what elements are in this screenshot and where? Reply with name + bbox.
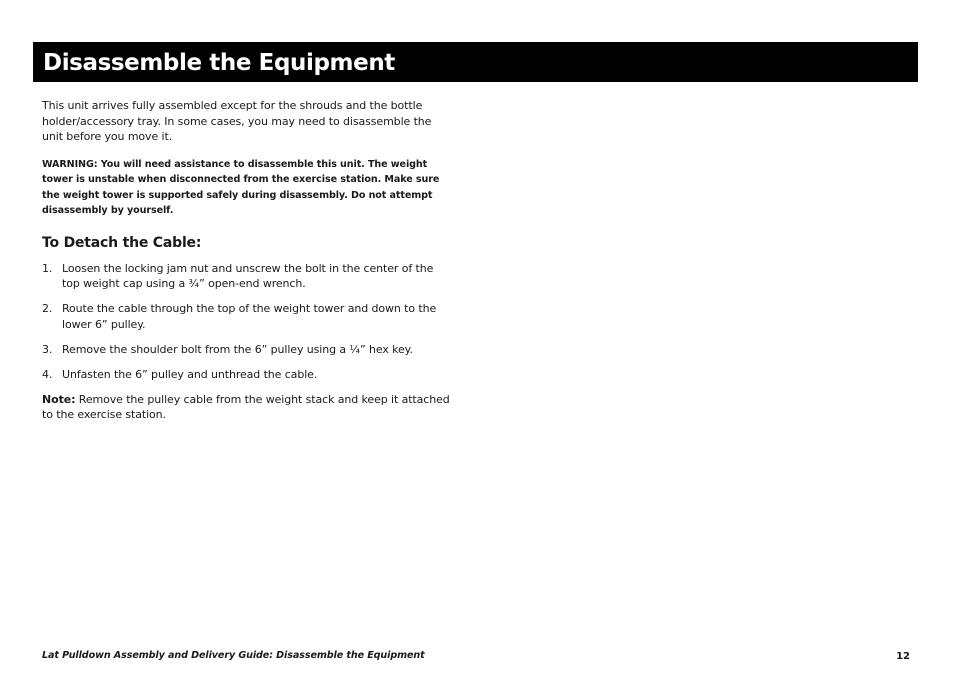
step-text: Unfasten the 6” pulley and unthread the cable. — [62, 367, 318, 381]
page-number: 12 — [896, 651, 910, 662]
step-2 — [42, 301, 450, 332]
warning-paragraph: WARNING: You will need assistance to disassemble this unit. The weight tower is unstable when disconnected from the exercise station. Make sure the weight tower is supported safely during disassembly. Do not attempt disassembly by yourself. — [42, 158, 440, 216]
title-bar — [33, 42, 918, 82]
step-number: 3. — [42, 342, 53, 356]
step-number: 2. — [42, 302, 53, 315]
note-paragraph — [42, 392, 450, 423]
step-text: Route the cable through the top of the weight tower and down to the lower 6” pulley. — [62, 302, 437, 331]
intro-paragraph: This unit arrives fully assembled except for the shrouds and the bottle holder/accessory tray. In some cases, you may need to disassemble the unit before you move it. — [42, 99, 432, 143]
step-number: 1. — [42, 261, 53, 275]
step-number: 4. — [42, 367, 53, 381]
footer-text: Lat Pulldown Assembly and Delivery Guide: Disassemble the Equipment — [42, 650, 425, 661]
step-text: Loosen the locking jam nut and unscrew the bolt in the center of the top weight cap using a ¾” open-end wrench. — [62, 261, 434, 290]
steps-list — [42, 261, 450, 383]
section-heading: To Detach the Cable: — [42, 234, 202, 251]
page-title: Disassemble the Equipment — [43, 50, 395, 76]
step-1 — [42, 261, 450, 292]
note-label: Note: — [42, 392, 76, 406]
step-3 — [42, 342, 450, 358]
note-text: Remove the pulley cable from the weight stack and keep it attached to the exercise station. — [42, 392, 450, 421]
step-4 — [42, 367, 450, 383]
main-content — [42, 98, 450, 423]
step-text: Remove the shoulder bolt from the 6” pulley using a ¼” hex key. — [62, 342, 413, 356]
